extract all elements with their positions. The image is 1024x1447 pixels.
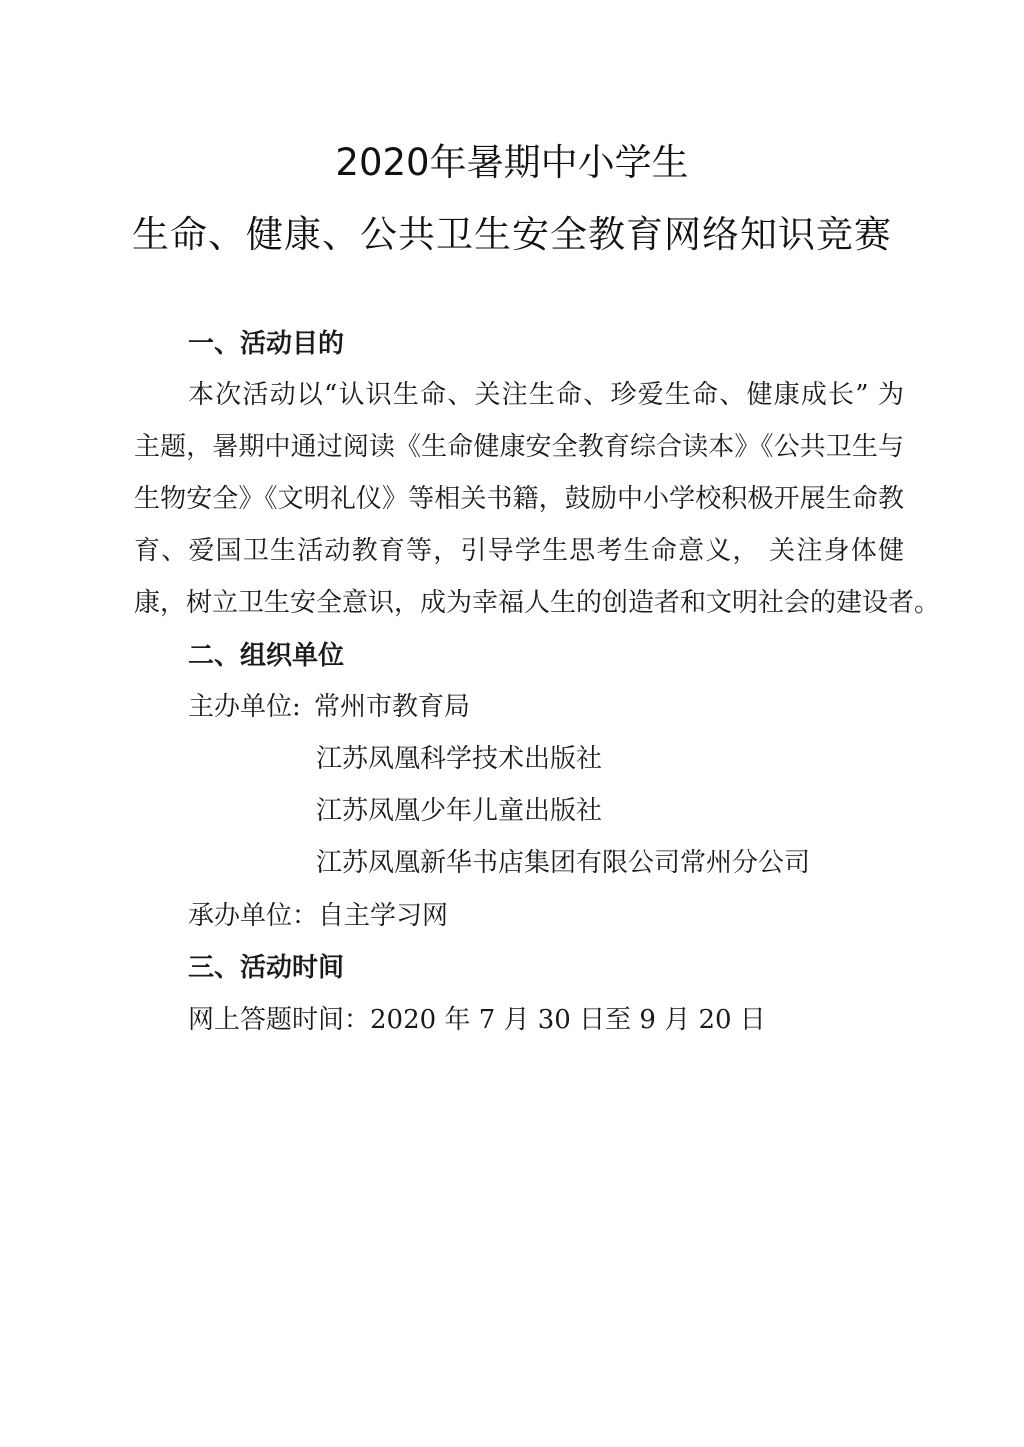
host-item: 江苏凤凰少年儿童出版社 (316, 796, 603, 826)
document-title-line-1: 2020年暑期中小学生 (335, 141, 689, 184)
section-heading-time: 三、活动时间 (188, 953, 345, 983)
document-title-line-2: 生命、健康、公共卫生安全教育网络知识竞赛 (132, 213, 892, 256)
host-item: 常州市教育局 (314, 692, 471, 722)
paragraph-line-1: 本次活动以“认识生命、关注生命、珍爱生命、健康成长” 为 (188, 380, 904, 410)
host-item: 江苏凤凰科学技术出版社 (316, 744, 603, 774)
organizer-line: 承办单位：自主学习网 (188, 901, 449, 931)
answer-time-line: 网上答题时间：2020 年 7 月 30 日至 9 月 20 日 (188, 1005, 766, 1035)
paragraph-line-5: 康，树立卫生安全意识，成为幸福人生的创造者和文明社会的建设者。 (134, 588, 941, 618)
paragraph-line-3: 生物安全》《文明礼仪》等相关书籍，鼓励中小学校积极开展生命教 (134, 484, 904, 514)
paragraph-line-4: 育、爱国卫生活动教育等，引导学生思考生命意义， 关注身体健 (134, 536, 904, 566)
section-heading-purpose: 一、活动目的 (188, 329, 345, 359)
host-label: 主办单位: (188, 692, 301, 722)
section-heading-organizers: 二、组织单位 (188, 641, 345, 671)
host-item: 江苏凤凰新华书店集团有限公司常州分公司 (316, 848, 811, 878)
paragraph-line-2: 主题，暑期中通过阅读《生命健康安全教育综合读本》《公共卫生与 (134, 432, 904, 462)
